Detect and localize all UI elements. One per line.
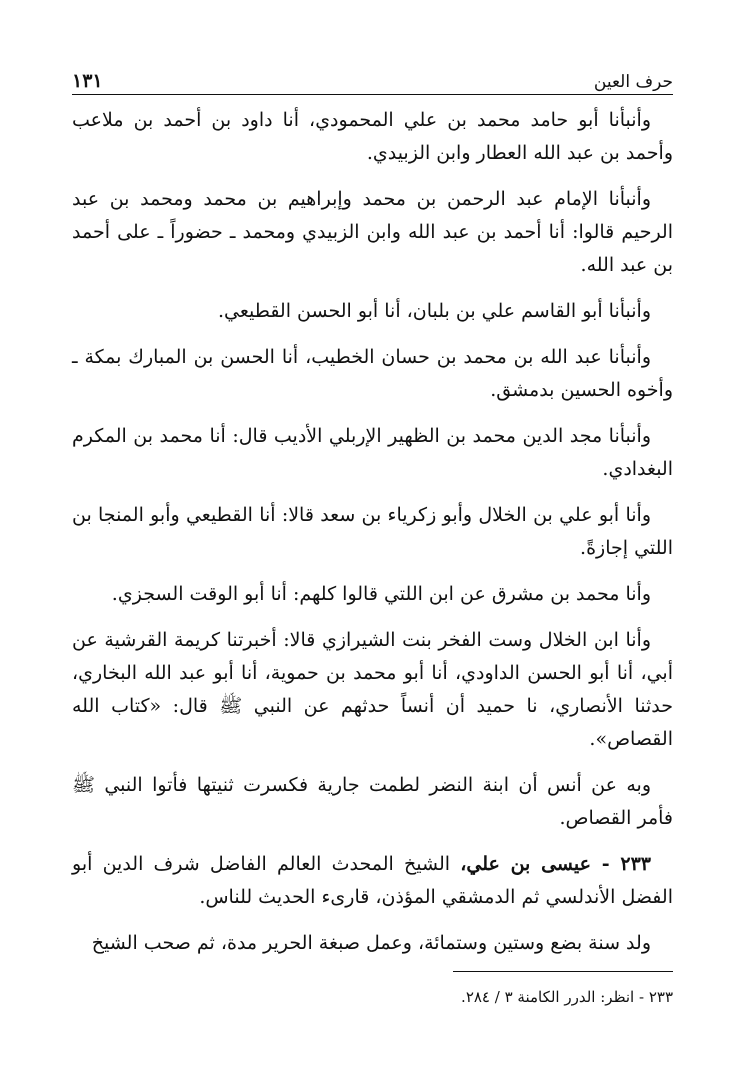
paragraph: وأنبأنا الإمام عبد الرحمن بن محمد وإبراهيم بن محمد ومحمد بن عبد الرحيم قالوا: أنا أحمد بن عبد الله وابن الزبيدي ومحمد ـ حضوراً ـ على أحمد بن عبد الله. bbox=[72, 188, 673, 276]
paragraph: وأنا محمد بن مشرق عن ابن اللتي قالوا كلهم: أنا أبو الوقت السجزي. bbox=[111, 583, 651, 605]
entry-text: الشيخ المحدث العالم الفاضل شرف الدين أبو الفضل الأندلسي ثم الدمشقي المؤذن، قارىء الحديث للناس. bbox=[72, 853, 673, 908]
paragraph: وأنبأنا مجد الدين محمد بن الظهير الإربلي الأديب قال: أنا محمد بن المكرم البغدادي. bbox=[72, 425, 673, 480]
paragraph: وأنبأنا أبو حامد محمد بن علي المحمودي، أنا داود بن أحمد بن ملاعب وأحمد بن عبد الله العطار وابن الزبيدي. bbox=[72, 109, 673, 164]
paragraph: وأنبأنا أبو القاسم علي بن بلبان، أنا أبو الحسن القطيعي. bbox=[217, 300, 651, 322]
footnote-rule bbox=[453, 971, 673, 972]
paragraph: وأنا أبو علي بن الخلال وأبو زكرياء بن سعد قالا: أنا القطيعي وأبو المنجا بن اللتي إجازةً. bbox=[72, 504, 673, 559]
running-header bbox=[72, 62, 673, 92]
page-number: ١٣١ bbox=[72, 70, 103, 92]
paragraph: ولد سنة بضع وستين وستمائة، وعمل صبغة الحرير مدة، ثم صحب الشيخ bbox=[91, 932, 651, 954]
paragraph: وأنا ابن الخلال وست الفخر بنت الشيرازي قالا: أخبرتنا كريمة القرشية عن أبي، أنا أبو الحسن الداودي، أنا أبو محمد بن حموية، أنا أبو عبد الله البخاري، حدثنا الأنصاري، نا حميد أن أنساً حدثهم عن النبي ﷺ قال: «كتاب الله القصاص». bbox=[72, 629, 673, 750]
main-text bbox=[72, 104, 673, 973]
paragraph: وأنبأنا عبد الله بن محمد بن حسان الخطيب، أنا الحسن بن المبارك بمكة ـ وأخوه الحسين بدمشق. bbox=[72, 346, 673, 401]
entry-heading: ٢٣٣ - عيسى بن علي، bbox=[460, 853, 651, 875]
biography-entry bbox=[72, 848, 673, 914]
footnote: ٢٣٣ - انظر: الدرر الكامنة ٣ / ٢٨٤. bbox=[461, 988, 673, 1006]
section-title: حرف العين bbox=[593, 72, 673, 92]
header-rule bbox=[72, 94, 673, 95]
paragraph: وبه عن أنس أن ابنة النضر لطمت جارية فكسرت ثنيتها فأتوا النبي ﷺ فأمر القصاص. bbox=[72, 774, 673, 829]
